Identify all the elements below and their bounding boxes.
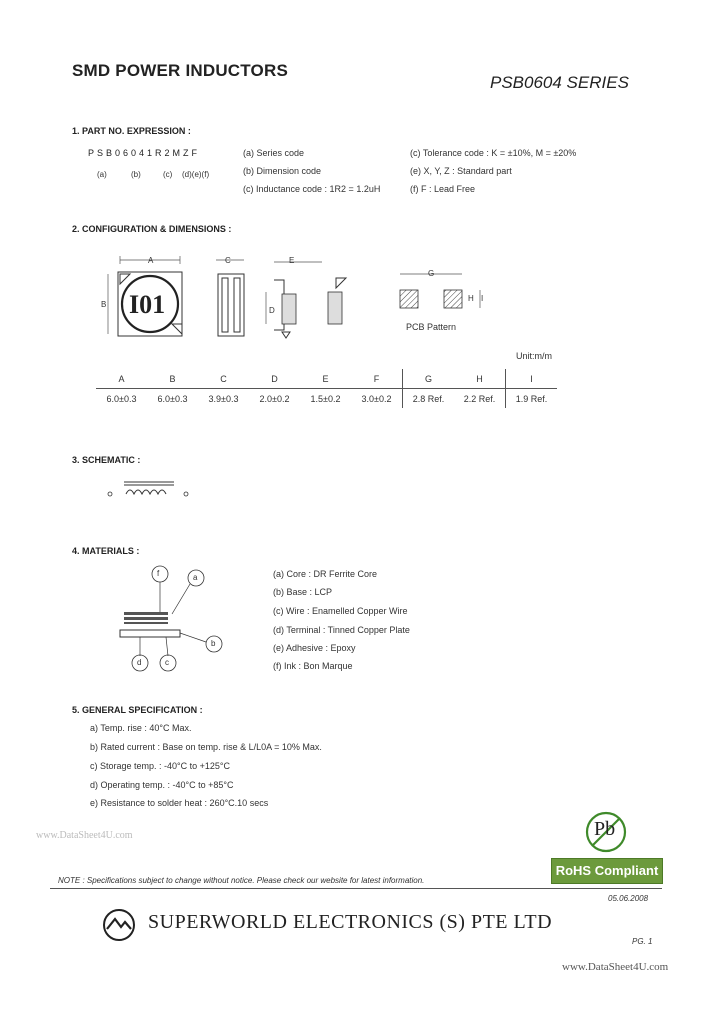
material-item: (e) Adhesive : Epoxy (273, 643, 356, 653)
table-header: E (300, 369, 351, 389)
material-item: (d) Terminal : Tinned Copper Plate (273, 625, 410, 635)
part-pos-c: (c) (163, 170, 173, 179)
footer-divider (50, 888, 662, 889)
callout-a: a (193, 573, 198, 582)
watermark-right: www.DataSheet4U.com (562, 961, 669, 973)
part-item-tol: (c) Tolerance code : K = ±10%, M = ±20% (410, 148, 577, 158)
part-item-b: (b) Dimension code (243, 166, 322, 176)
dim-label-b: B (101, 300, 107, 309)
dim-label-a: A (148, 256, 154, 265)
pb-label: Pb (594, 818, 616, 840)
table-cell: 6.0±0.3 (157, 393, 188, 404)
spec-item: a) Temp. rise : 40°C Max. (90, 723, 192, 733)
table-header: A (96, 369, 147, 389)
table-header: C (198, 369, 249, 389)
schematic-heading: 3. SCHEMATIC : (72, 455, 141, 465)
table-cell: 2.8 Ref. (403, 389, 455, 409)
spec-item: b) Rated current : Base on temp. rise & L/L0A = 10% Max. (90, 742, 322, 752)
table-header: I (506, 369, 558, 389)
general-heading: 5. GENERAL SPECIFICATION : (72, 705, 203, 715)
table-cell: 2.0±0.2 (259, 393, 290, 404)
table-header: G (403, 369, 455, 389)
callout-f: f (157, 569, 160, 578)
part-item-f: (f) F : Lead Free (410, 184, 476, 194)
dim-label-g: G (428, 269, 435, 278)
part-no-heading: 1. PART NO. EXPRESSION : (72, 126, 191, 136)
part-item-c: (c) Inductance code : 1R2 = 1.2uH (243, 184, 381, 194)
pcb-pattern-drawing (396, 266, 491, 326)
materials-heading: 4. MATERIALS : (72, 546, 140, 556)
callout-b: b (211, 639, 216, 648)
company-name: SUPERWORLD ELECTRONICS (S) PTE LTD (148, 911, 553, 933)
table-cell: 3.9±0.3 (208, 393, 239, 404)
table-header: H (454, 369, 506, 389)
table-cell: 1.9 Ref. (506, 389, 558, 409)
dim-label-h: H (468, 294, 474, 303)
config-heading: 2. CONFIGURATION & DIMENSIONS : (72, 224, 232, 234)
rohs-badge: RoHS Compliant (551, 858, 663, 884)
doc-date: 05.06.2008 (608, 894, 649, 903)
bottom-view-drawing (262, 252, 352, 342)
note-text: NOTE : Specifications subject to change without notice. Please check our website for latest information. (58, 876, 425, 885)
dim-label-c: C (225, 256, 231, 265)
marking-text: I01 (129, 290, 166, 319)
table-cell: 3.0±0.2 (361, 393, 392, 404)
part-pos-b: (b) (131, 170, 141, 179)
material-item: (f) Ink : Bon Marque (273, 661, 353, 671)
table-cell: 2.2 Ref. (463, 393, 496, 404)
dim-label-e: E (289, 256, 295, 265)
material-item: (c) Wire : Enamelled Copper Wire (273, 606, 408, 616)
dim-label-d: D (269, 306, 275, 315)
callout-c: c (165, 658, 169, 667)
callout-d: d (137, 658, 142, 667)
table-cell: 1.5±0.2 (310, 393, 341, 404)
part-pos-a: (a) (97, 170, 107, 179)
table-cell: 6.0±0.3 (106, 393, 137, 404)
spec-item: e) Resistance to solder heat : 260°C.10 secs (90, 798, 269, 808)
unit-label: Unit:m/m (516, 351, 552, 361)
part-no-code: PSB06041R2MZF (88, 148, 201, 158)
materials-drawing (110, 562, 230, 677)
company-logo-icon (102, 908, 136, 942)
table-header: B (147, 369, 198, 389)
dim-label-i: I (481, 294, 484, 303)
side-view-drawing (210, 252, 250, 342)
part-item-e: (e) X, Y, Z : Standard part (410, 166, 512, 176)
part-pos-def: (d)(e)(f) (182, 170, 210, 179)
material-item: (b) Base : LCP (273, 587, 333, 597)
watermark-left: www.DataSheet4U.com (36, 830, 133, 841)
doc-title: SMD POWER INDUCTORS (72, 61, 288, 80)
schematic-drawing (104, 478, 194, 504)
page-number: PG. 1 (632, 937, 653, 946)
table-header-row (96, 369, 557, 389)
spec-item: c) Storage temp. : -40°C to +125°C (90, 761, 231, 771)
table-header: D (249, 369, 300, 389)
material-item: (a) Core : DR Ferrite Core (273, 569, 378, 579)
pcb-pattern-label: PCB Pattern (406, 322, 457, 332)
spec-item: d) Operating temp. : -40°C to +85°C (90, 780, 234, 790)
table-row (96, 389, 557, 409)
table-header: F (351, 369, 403, 389)
series-name: PSB0604 SERIES (490, 73, 629, 92)
part-item-a: (a) Series code (243, 148, 305, 158)
dimension-table (96, 369, 557, 408)
